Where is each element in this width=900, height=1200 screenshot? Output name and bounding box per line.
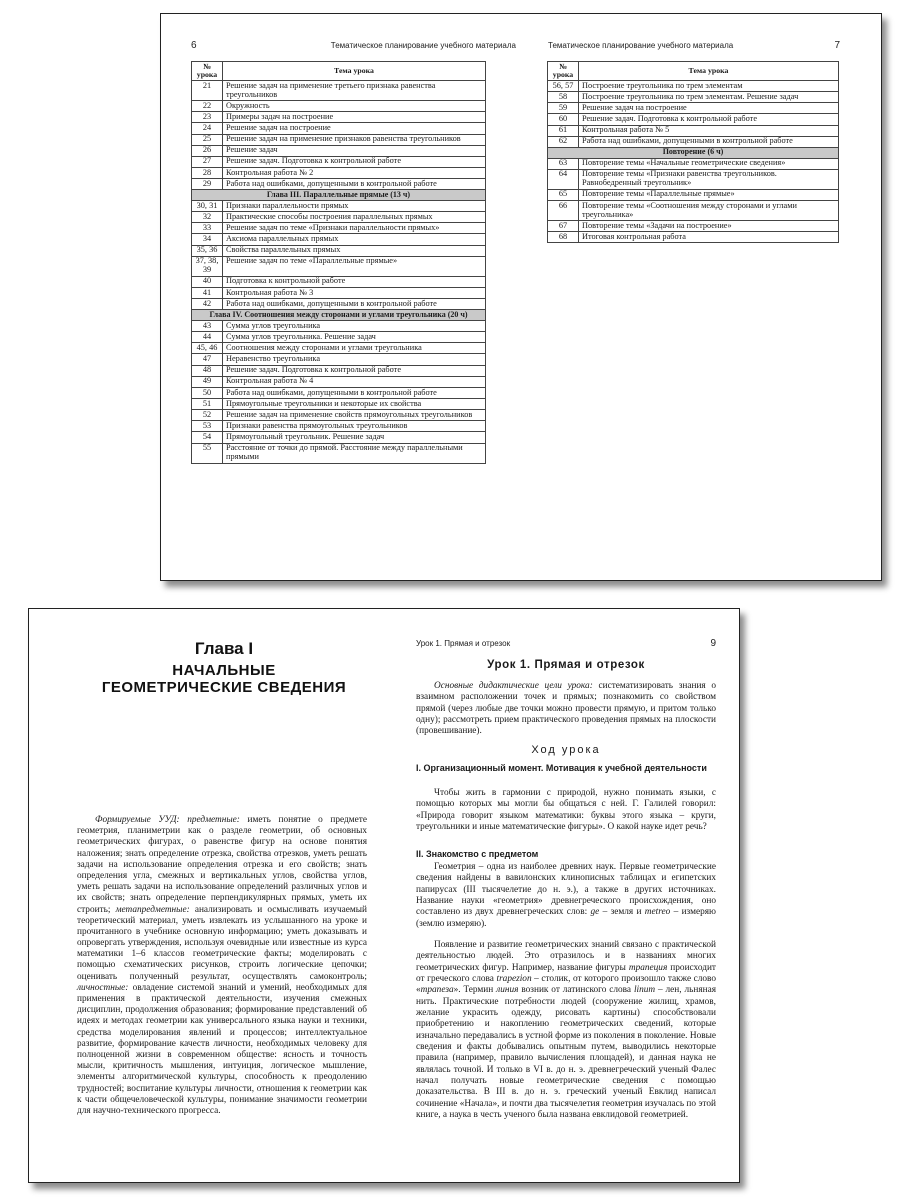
lesson-topic: Решение задач. Подготовка к контрольной работе [223,365,486,376]
lesson-topic: Повторение темы «Соотношения между сторонами и углами треугольника» [579,201,839,221]
table-row [192,332,486,343]
uud-personal-label: личностные: [77,982,129,993]
lesson-topic: Решение задач. Подготовка к контрольной работе [223,156,486,167]
text-run: ». Термин [453,985,497,996]
table-row [192,443,486,463]
uud-personal-text: овладение системой знаний и умений, необходимых для применения в практической деятельности, изучения смежных дисциплин, продолжения образования; формирование представлений об идеях и методах геометрии как универсального языка науки и техники, средства моделирования явлений и процессов; интеллектуальное развитие, формирование качеств личности, необходимых человеку для полноценной жизни в современном обществе: ясность и точность мысли, критичность мышления, интуиция, логическое мышление, элементы алгоритмической культуры, способность к преодолению трудностей; воспитание культуры личности, отношения к геометрии как к части общечеловеческой культуры, понимание значимости геометрии для научно-технического прогресса. [77,982,367,1116]
lesson-number: 26 [192,145,223,156]
lesson-topic: Решение задач. Подготовка к контрольной работе [579,114,839,125]
lesson-number: 32 [192,212,223,223]
table-row [548,201,839,221]
lesson-number: 66 [548,201,579,221]
lesson-number: 37, 38, 39 [192,256,223,276]
running-title-left: Тематическое планирование учебного материала [330,41,516,50]
table-row [192,410,486,421]
lesson-number: 33 [192,223,223,234]
lesson-number: 45, 46 [192,343,223,354]
lesson-topic: Соотношения между сторонами и углами треугольника [223,343,486,354]
table-row [548,232,839,243]
lesson-number: 51 [192,399,223,410]
lesson-number: 28 [192,167,223,178]
lesson-number: 21 [192,81,223,101]
lesson-number: 56, 57 [548,81,579,92]
lesson-number: 24 [192,123,223,134]
table-row [192,81,486,101]
lesson-topic: Расстояние от точки до прямой. Расстояние между параллельными прямыми [223,443,486,463]
lesson-topic: Сумма углов треугольника. Решение задач [223,332,486,343]
text-run: – лен, льняная нить. Практические потребности людей (сооружение жилищ, храмов, желание украсить одежду, рисовать картины) способствовали приобретению и накоплению геометрических сведений, которые изначально передавались в устной форме из поколения в поколение. Новые сведения и факты добывались опытным путем, выводились некоторые правила (например, правило вычисления площадей), и данная наука не являлась точной. И только в VI в. до н. э. древнегреческий ученый Фалес начал получать новые геометрические сведения с помощью доказательства. В III в. до н. э. греческий ученый Евклид написал сочинение «Начала», и почти два тысячелетия геометрия изучалась по этой книге, а наука в честь ученого была названа евклидовой геометрией. [416,985,716,1120]
table-row [192,276,486,287]
table-row [548,169,839,189]
page-number-right: 7 [834,40,840,51]
lesson-topic: Работа над ошибками, допущенными в контрольной работе [223,299,486,310]
lesson-number: 22 [192,101,223,112]
table-row [192,354,486,365]
table-row [192,256,486,276]
table-row [548,81,839,92]
lesson-number: 62 [548,136,579,147]
section-title: Повторение (6 ч) [548,147,839,158]
lesson-topic: Свойства параллельных прямых [223,245,486,256]
lesson-topic: Построение треугольника по трем элементам. Решение задач [579,92,839,103]
lesson-topic: Прямоугольный треугольник. Решение задач [223,432,486,443]
lesson-number: 65 [548,189,579,200]
lesson-number: 29 [192,179,223,190]
lesson-topic: Прямоугольные треугольники и некоторые их свойства [223,399,486,410]
lesson-number: 43 [192,321,223,332]
term-metreo: metreo [644,907,671,918]
lesson-topic: Решение задач на применение третьего признака равенства треугольников [223,81,486,101]
uud-meta-text: анализировать и осмысливать изучаемый теоретический материал, уметь извлекать из услышанного на уроке и прочитанного в учебнике основную информацию; уметь доказывать и опровергать утверждения, используя очевидные или известные из курса математики 1–6 классов геометрические факты; моделировать с помощью схематических рисунков, строить логические цепочки; оценивать полученный результат, осуществлять самоконтроль; [77,904,367,982]
lesson-topic: Признаки равенства прямоугольных треугольников [223,421,486,432]
uud-paragraph [77,815,367,1117]
goals-text: систематизировать знания о взаимном расположении точек и прямых; познакомить со свойством прямой (через любые две точки можно провести прямую, и притом только одну); рассмотреть прием практического проведения прямых на плоскости (провешивание). [416,681,717,737]
lesson-number: 50 [192,387,223,398]
lesson-number: 40 [192,276,223,287]
table-row [192,376,486,387]
text-run: – столик, от которого произошло также слово « [416,973,716,996]
lesson-number: 67 [548,221,579,232]
table-row [192,299,486,310]
table-row [192,421,486,432]
lesson-number: 30, 31 [192,201,223,212]
lesson-plan-table-left [191,61,486,464]
course-heading: Ход урока [531,744,601,756]
table-row [548,158,839,169]
header-lesson-topic: Тема урока [579,62,839,81]
chapter-title-line1: НАЧАЛЬНЫЕ [172,662,276,679]
table-header-row [192,62,486,81]
lesson-topic: Повторение темы «Задачи на построение» [579,221,839,232]
goals-label: Основные дидактические цели урока: [434,681,593,691]
page-number-left: 6 [191,40,197,51]
lesson-topic: Практические способы построения параллельных прямых [223,212,486,223]
lesson-number: 58 [548,92,579,103]
lesson-number: 23 [192,112,223,123]
lesson-topic: Решение задач [223,145,486,156]
lesson-topic: Итоговая контрольная работа [579,232,839,243]
table-row [192,223,486,234]
term-line: линия [496,985,519,996]
table-row [192,234,486,245]
paragraph-geometry-origin [416,862,716,930]
lesson-number: 47 [192,354,223,365]
lesson-number: 42 [192,299,223,310]
term-trapezia: трапеция [628,962,668,973]
table-row [548,221,839,232]
table-row [192,179,486,190]
section-title: Глава III. Параллельные прямые (13 ч) [192,190,486,201]
lesson-topic: Контрольная работа № 2 [223,167,486,178]
page-number-9: 9 [710,638,716,649]
lesson-topic: Построение треугольника по трем элементам [579,81,839,92]
lesson-number: 27 [192,156,223,167]
table-row [192,201,486,212]
table-row [548,103,839,114]
lesson-topic: Решение задач на применение свойств прямоугольных треугольников [223,410,486,421]
lesson-topic: Признаки параллельности прямых [223,201,486,212]
table-row [548,189,839,200]
header-lesson-topic: Тема урока [223,62,486,81]
header-lesson-number: № урока [192,62,223,81]
uud-subject-text: иметь понятие о предмете геометрия, планиметрии как о разделе геометрии, об основных геометрических фигурах, о равенстве фигур на основе понятия наложения; знать определение отрезка, свойства отрезков, уметь решать задачи на использование определения отрезка и его свойств; знать определения угла, смежных и вертикальных углов, свойства углов, уметь решать задачи на использование определений различных углов и их свойств; знать определение перпендикулярных прямых, уметь их строить; [77,815,367,915]
lesson-number: 55 [192,443,223,463]
lesson-number: 64 [548,169,579,189]
chapter-heading [74,639,374,697]
table-row [192,156,486,167]
lesson-title: Урок 1. Прямая и отрезок [487,659,645,671]
section-row [548,147,839,158]
table-row [192,343,486,354]
table-row [192,112,486,123]
lesson-number: 44 [192,332,223,343]
lesson-topic: Решение задач на применение признаков равенства треугольников [223,134,486,145]
term-linum: linum [633,985,656,996]
table-row [192,387,486,398]
table-row [192,101,486,112]
chapter-title-line2: ГЕОМЕТРИЧЕСКИЕ СВЕДЕНИЯ [101,679,347,697]
lesson-number: 48 [192,365,223,376]
table-row [192,212,486,223]
text-run: Геометрия – одна из наиболее древних наук. Первые геометрические сведения найдены в вавилонских клинописных таблицах и египетских папирусах (III тысячелетие до н. э.), а также в других источниках. Название науки «геометрия» древнегреческого происхождения, оно составлено из двух древнегреческих слов: [416,862,716,918]
lesson-topic: Неравенство треугольника [223,354,486,365]
lesson-topic: Повторение темы «Начальные геометрические сведения» [579,158,839,169]
lesson-topic: Решение задач на построение [579,103,839,114]
table-row [192,134,486,145]
lesson-number: 41 [192,287,223,298]
lesson-topic: Работа над ошибками, допущенными в контрольной работе [223,179,486,190]
table-row [548,125,839,136]
lesson-number: 68 [548,232,579,243]
lesson-number: 63 [548,158,579,169]
table-row [192,321,486,332]
lesson-number: 49 [192,376,223,387]
lesson-number: 34 [192,234,223,245]
lesson-topic: Решение задач на построение [223,123,486,134]
uud-meta-label: метапредметные: [115,904,190,915]
lesson-goals [416,681,716,738]
text-run: возник от латинского слова [518,985,634,996]
table-row [192,365,486,376]
lesson-topic: Повторение темы «Признаки равенства треугольников. Равнобедренный треугольник» [579,169,839,189]
table-row [192,145,486,156]
lesson-number: 60 [548,114,579,125]
lesson-topic: Контрольная работа № 3 [223,287,486,298]
term-trapezion: trapezion [496,973,532,984]
lesson-topic: Примеры задач на построение [223,112,486,123]
paragraph-motivation: Чтобы жить в гармонии с природой, нужно понимать языки, с помощью которых мы могли бы общаться с ней. Г. Галилей говорил: «Природа говорит языком математики: буквы этого языка – круги, треугольники и иные математические фигуры». О какой науке идет речь? [416,788,716,832]
chapter-label: Глава I [194,639,254,658]
term-trapeza: трапеза [420,985,454,996]
text-run: происходит от греческого слова [416,962,716,984]
text-run: – измеряю (землю измеряю). [416,907,716,929]
section-heading-2: II. Знакомство с предметом [416,849,539,859]
paragraph-geometry-history [416,940,716,1121]
running-title-page9: Урок 1. Прямая и отрезок [416,639,511,648]
lesson-topic: Окружность [223,101,486,112]
lesson-number: 35, 36 [192,245,223,256]
text-run: Появление и развитие геометрических знаний связано с практической деятельностью людей. Это отразилось и в названиях многих геометрических фигур. Например, название фигуры [416,940,716,973]
lesson-number: 53 [192,421,223,432]
table-row [548,136,839,147]
lesson-topic: Решение задач по теме «Признаки параллельности прямых» [223,223,486,234]
lesson-topic: Работа над ошибками, допущенными в контрольной работе [579,136,839,147]
section-row [192,190,486,201]
table-row [192,245,486,256]
lesson-topic: Контрольная работа № 4 [223,376,486,387]
table-row [192,167,486,178]
table-row [192,287,486,298]
lesson-topic: Работа над ошибками, допущенными в контрольной работе [223,387,486,398]
lesson-number: 54 [192,432,223,443]
lesson-topic: Сумма углов треугольника [223,321,486,332]
table-row [192,123,486,134]
table-row [548,92,839,103]
table-row [548,114,839,125]
running-title-right: Тематическое планирование учебного материала [548,41,734,50]
section-title: Глава IV. Соотношения между сторонами и углами треугольника (20 ч) [192,310,486,321]
lesson-number: 25 [192,134,223,145]
lesson-topic: Решение задач по теме «Параллельные прямые» [223,256,486,276]
planning-spread [160,13,882,581]
term-ge: ge [590,907,600,918]
table-header-row [548,62,839,81]
table-row [192,432,486,443]
section-heading-1: I. Организационный момент. Мотивация к учебной деятельности [416,763,707,773]
section-row [192,310,486,321]
lesson-plan-table-right [547,61,839,243]
lesson-number: 52 [192,410,223,421]
lesson-topic: Подготовка к контрольной работе [223,276,486,287]
lesson-number: 61 [548,125,579,136]
lesson-topic: Контрольная работа № 5 [579,125,839,136]
lesson-number: 59 [548,103,579,114]
lesson-topic: Аксиома параллельных прямых [223,234,486,245]
uud-lead: Формируемые УУД: предметные: [95,815,240,825]
chapter-spread [28,608,740,1183]
lesson-topic: Повторение темы «Параллельные прямые» [579,189,839,200]
header-lesson-number: № урока [548,62,579,81]
text-run: – земля и [599,907,645,918]
table-row [192,399,486,410]
